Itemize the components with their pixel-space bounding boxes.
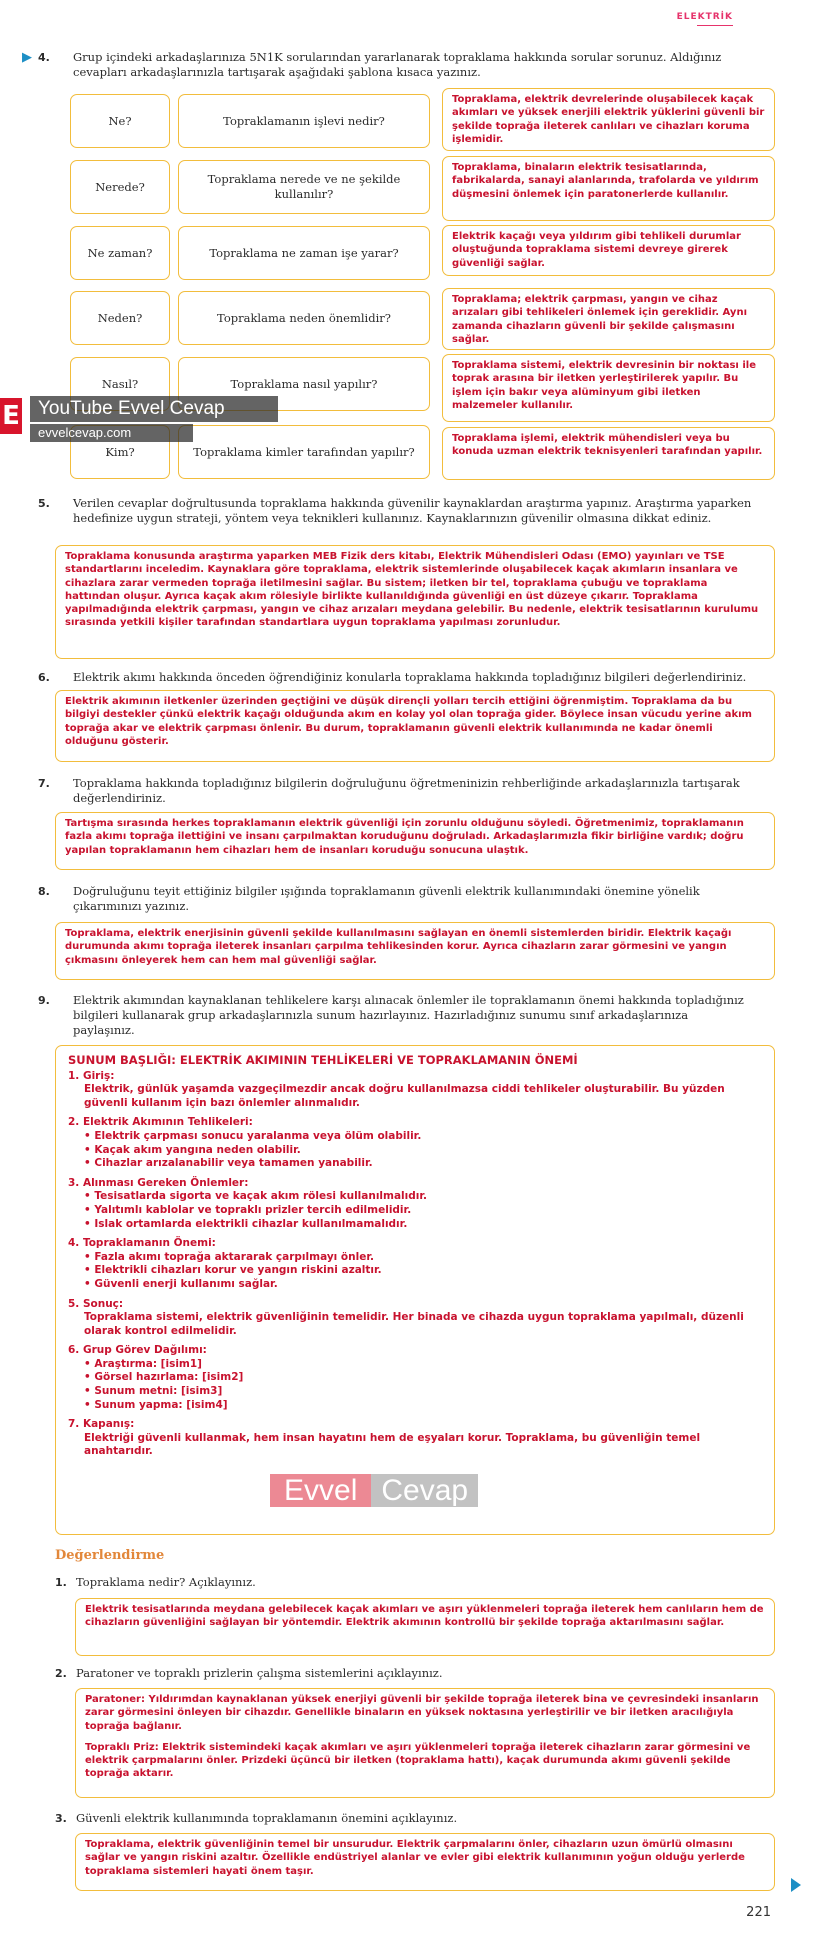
plan-list-item: • Yalıtımlı kablolar ve topraklı prizler tercih edilmelidir. <box>84 1203 412 1216</box>
plan-list-item: • Araştırma: [isim1] <box>84 1357 202 1370</box>
question-number: 8. <box>38 885 50 898</box>
template-question-cell: Topraklama ne zaman işe yarar? <box>178 226 430 280</box>
plan-section-body: Elektrik, günlük yaşamda vazgeçilmezdir ancak doğru kullanılmazsa ciddi tehlikeler oluşturabilir. Bu yüzden güvenli kullanım için bazı önlemler alınmalıdır. <box>84 1083 725 1109</box>
answer-box: Elektrik tesisatlarında meydana gelebilecek kaçak akımları ve aşırı yüklenmeleri toprağa ileterek hem canlıların hem de cihazların güvenliğini sağlayan bir yöntemdir. Elektrik akımının kontrollü bir şekilde toprağa aktarılmasını sağlar. <box>75 1598 775 1656</box>
plan-section-heading: 2. Elektrik Akımının Tehlikeleri: <box>68 1116 253 1129</box>
template-answer-cell: Topraklama işlemi, elektrik mühendisleri veya bu konuda uzman elektrik teknisyenleri tarafından yapılır. <box>442 427 775 480</box>
plan-list-item: • Elektrikli cihazları korur ve yangın riskini azaltır. <box>84 1264 382 1277</box>
template-wh-cell: Nerede? <box>70 160 170 214</box>
question-text: Elektrik akımından kaynaklanan tehlikelere karşı alınacak önlemler ile topraklamanın önemi hakkında topladığınız bilgileri kullanarak grup arkadaşlarınızla sunum hazırlayınız. Hazırladığınız sunumu sınıf arkadaşlarınıza paylaşınız. <box>73 993 744 1037</box>
plan-section-heading: 3. Alınması Gereken Önlemler: <box>68 1176 249 1189</box>
plan-section-heading: 4. Topraklamanın Önemi: <box>68 1237 216 1250</box>
question-text: Verilen cevaplar doğrultusunda topraklama hakkında güvenilir kaynaklardan araştırma yapınız. Araştırma yaparken hedefinize uygun strateji, yöntem veya teknikleri kullanınız. Kaynaklarınızın güvenilir olmasına dikkat ediniz. <box>73 496 752 525</box>
plan-section-heading: 5. Sonuç: <box>68 1297 124 1310</box>
watermark-mid-b: Cevap <box>371 1474 478 1507</box>
plan-list-item: • Tesisatlarda sigorta ve kaçak akım rölesi kullanılmalıdır. <box>84 1190 428 1203</box>
template-answer-cell: Topraklama sistemi, elektrik devresinin bir noktası ile toprak arasına bir iletken yerleştirilerek yapılır. Bu işlem için bakır veya alüminyum gibi iletken malzemeler kullanılır. <box>442 354 775 422</box>
presentation-plan-box <box>55 1045 775 1535</box>
plan-list-item: • Islak ortamlarda elektrikli cihazlar kullanılmamalıdır. <box>84 1217 408 1230</box>
question-text: Paratoner ve topraklı prizlerin çalışma sistemlerini açıklayınız. <box>76 1666 443 1680</box>
paratoner-answer: Paratoner: Yıldırımdan kaynaklanan yüksek enerjiyi güvenli bir şekilde toprağa ileterek bina ve çevresindeki insanların zarar görmesini önleyen bir cihazdır. Genellikle binaların en yüksek noktasına yerleştirilir ve bir iletken aracılığıyla toprağa bağlanır. <box>85 1694 759 1732</box>
template-wh-cell: Neden? <box>70 291 170 345</box>
play-arrow-icon: ▶ <box>22 50 32 65</box>
answer-box: Elektrik akımının iletkenler üzerinden geçtiğini ve düşük dirençli yolları tercih ettiğini öğrenmiştim. Topraklama da bu bilgiyi destekler çünkü elektrik kaçağı olduğunda akım en kolay yol olan toprağa gider. Böylece insan vücudu yerine akım toprağa akar ve elektrik çarpması önlenir. Bu durum, topraklamanın güvenli elektrik kullanımında ne kadar önemli olduğunu gösterir. <box>55 690 775 762</box>
plan-section-body: Elektriği güvenli kullanmak, hem insan hayatını hem de eşyaları korur. Topraklama, bu güvenliğin temel anahtarıdır. <box>84 1431 701 1458</box>
plan-list-item: • Sunum metni: [isim3] <box>84 1385 223 1398</box>
question-number: 1. <box>55 1576 67 1589</box>
watermark-mid <box>270 1475 478 1507</box>
answer-box <box>75 1688 775 1798</box>
plan-section-body: Topraklama sistemi, elektrik güvenliğinin temelidir. Her binada ve cihazda uygun topraklama yapılmalı, düzenli olarak kontrol edilmelidir. <box>84 1311 744 1337</box>
question-text: Güvenli elektrik kullanımında topraklamanın önemini açıklayınız. <box>76 1811 458 1825</box>
plan-list-item: • Sunum yapma: [isim4] <box>84 1398 228 1411</box>
watermark-channel: YouTube Evvel Cevap <box>30 396 278 422</box>
answer-box: Topraklama, elektrik enerjisinin güvenli şekilde kullanılmasını sağlayan en önemli sistemlerden biridir. Elektrik kaçağı durumunda akımı toprağa ileterek insanları çarpılma tehlikesinden korur. Ayrıca cihazların zarar görmesini ve yangın çıkmasını önleyerek hem can hem mal güvenliği sağlar. <box>55 922 775 980</box>
template-answer-cell: Topraklama, binaların elektrik tesisatlarında, fabrikalarda, sanayi alanlarında, trafolarda ve yıldırım düşmesini önlemek için paratonerlerde kullanılır. <box>442 156 775 221</box>
question-number: 3. <box>55 1812 67 1825</box>
plan-title: SUNUM BAŞLIĞI: ELEKTRİK AKIMININ TEHLİKELERİ VE TOPRAKLAMANIN ÖNEMİ <box>68 1053 578 1067</box>
template-question-cell: Topraklama kimler tarafından yapılır? <box>178 425 430 479</box>
template-wh-cell: Ne zaman? <box>70 226 170 280</box>
template-question-cell: Topraklama nerede ve ne şekilde kullanılır? <box>178 160 430 214</box>
watermark-mid-a: Evvel <box>270 1474 371 1507</box>
question-text: Elektrik akımı hakkında önceden öğrendiğiniz konularla topraklama hakkında topladığınız bilgileri değerlendiriniz. <box>73 670 747 684</box>
grounded-socket-answer: Topraklı Priz: Elektrik sistemindeki kaçak akımları ve aşırı yüklenmeleri toprağa ileterek cihazların zarar görmesini ve elektrik çarpmalarını önler. Prizdeki üçüncü bir iletken (topraklama hattı), kaçak durumunda akımı güvenli şekilde toprağa aktarır. <box>85 1741 751 1780</box>
answer-box: Tartışma sırasında herkes topraklamanın elektrik güvenliği için zorunlu olduğunu söyledi. Öğretmenimiz, topraklamanın fazla akımı toprağa ilettiğini ve insanı çarpılmaktan koruduğunu doğruladı. Arkadaşlarımızla fikir birliğine vardık; doğru yapılan topraklamanın hem cihazları hem de insanları koruduğu sonucuna ulaştık. <box>55 812 775 870</box>
plan-list-item: • Fazla akımı toprağa aktararak çarpılmayı önler. <box>84 1250 375 1263</box>
template-answer-cell: Topraklama; elektrik çarpması, yangın ve cihaz arızaları gibi tehlikeleri önlemek için gereklidir. Aynı zamanda cihazların güvenli bir şekilde çalışmasını sağlar. <box>442 288 775 350</box>
plan-section-heading: 1. Giriş: <box>68 1069 115 1082</box>
question-text: Topraklama hakkında topladığınız bilgilerin doğruluğunu öğretmeninizin rehberliğinde arkadaşlarınızla tartışarak değerlendiriniz. <box>73 776 740 805</box>
evaluation-title: Değerlendirme <box>55 1548 165 1563</box>
header-rule <box>697 25 733 26</box>
question-text: Grup içindeki arkadaşlarınıza 5N1K sorularından yararlanarak topraklama hakkında sorular sorunuz. Aldığınız cevapları arkadaşlarınızla tartışarak aşağıdaki şablona kısaca yazınız. <box>73 50 722 79</box>
watermark-site: evvelcevap.com <box>30 424 193 442</box>
plan-list-item: • Görsel hazırlama: [isim2] <box>84 1371 244 1384</box>
template-question-cell: Topraklama nasıl yapılır? <box>178 357 430 411</box>
template-wh-cell: Kim? <box>70 425 170 479</box>
plan-list-item: • Elektrik çarpması sonucu yaralanma veya ölüm olabilir. <box>84 1129 422 1142</box>
template-answer-cell: Elektrik kaçağı veya yıldırım gibi tehlikeli durumlar oluştuğunda topraklama sistemi devreye girerek güvenliği sağlar. <box>442 225 775 276</box>
plan-section-heading: 6. Grup Görev Dağılımı: <box>68 1344 207 1357</box>
template-wh-cell: Nasıl? <box>70 357 170 411</box>
question-text: Topraklama nedir? Açıklayınız. <box>76 1575 256 1589</box>
plan-list-item: • Güvenli enerji kullanımı sağlar. <box>84 1277 278 1290</box>
question-number: 6. <box>38 671 50 684</box>
question-number: 9. <box>38 994 50 1007</box>
plan-section-heading: 7. Kapanış: <box>68 1418 135 1431</box>
template-question-cell: Topraklama neden önemlidir? <box>178 291 430 345</box>
template-answer-cell: Topraklama, elektrik devrelerinde oluşabilecek kaçak akımları ve yüksek enerjili elektrik yüklerini güvenli bir şekilde toprağa ileterek canlıları ve cihazları koruma işlemidir. <box>442 88 775 151</box>
watermark-logo: E <box>0 398 22 434</box>
question-number: 7. <box>38 777 50 790</box>
answer-box: Topraklama konusunda araştırma yaparken MEB Fizik ders kitabı, Elektrik Mühendisleri Odası (EMO) yayınları ve TSE standartlarını inceledim. Kaynaklara göre topraklama, elektrik sistemlerinde oluşabilecek kaçak akımların insanlara ve cihazlara zarar vermeden toprağa iletilmesini sağlar. Bu sistem; iletken bir tel, topraklama çubuğu ve topraklama hattından oluşur. Ayrıca kaçak akım rölesiyle birlikte kullanıldığında güvenliği en üst düzeye çıkarır. Topraklama yapılmadığında elektrik çarpması, yangın ve cihaz arızaları meydana gelebilir. Bu nedenle, elektrik tesisatlarının kurulumu sırasında yetkili kişiler tarafından standartlara uygun topraklama yapılması zorunludur. <box>55 545 775 659</box>
question-number: 4. <box>38 51 50 64</box>
plan-list-item: • Cihazlar arızalanabilir veya tamamen yanabilir. <box>84 1157 373 1170</box>
plan-list-item: • Kaçak akım yangına neden olabilir. <box>84 1143 301 1156</box>
question-number: 2. <box>55 1667 67 1680</box>
question-number: 5. <box>38 497 50 510</box>
page-number: 221 <box>746 1905 771 1920</box>
page-corner-arrow-icon <box>791 1878 801 1892</box>
section-header: ELEKTRİK <box>676 12 733 22</box>
answer-box: Topraklama, elektrik güvenliğinin temel bir unsurudur. Elektrik çarpmalarını önler, cihazların uzun ömürlü olmasını sağlar ve yangın riskini azaltır. Özellikle endüstriyel alanlar ve evler gibi elektrik kullanımının yoğun olduğu yerlerde topraklama sistemleri hayati önem taşır. <box>75 1833 775 1891</box>
question-text: Doğruluğunu teyit ettiğiniz bilgiler ışığında topraklamanın güvenli elektrik kullanımındaki önemine yönelik çıkarımınızı yazınız. <box>73 884 700 913</box>
template-wh-cell: Ne? <box>70 94 170 148</box>
template-question-cell: Topraklamanın işlevi nedir? <box>178 94 430 148</box>
